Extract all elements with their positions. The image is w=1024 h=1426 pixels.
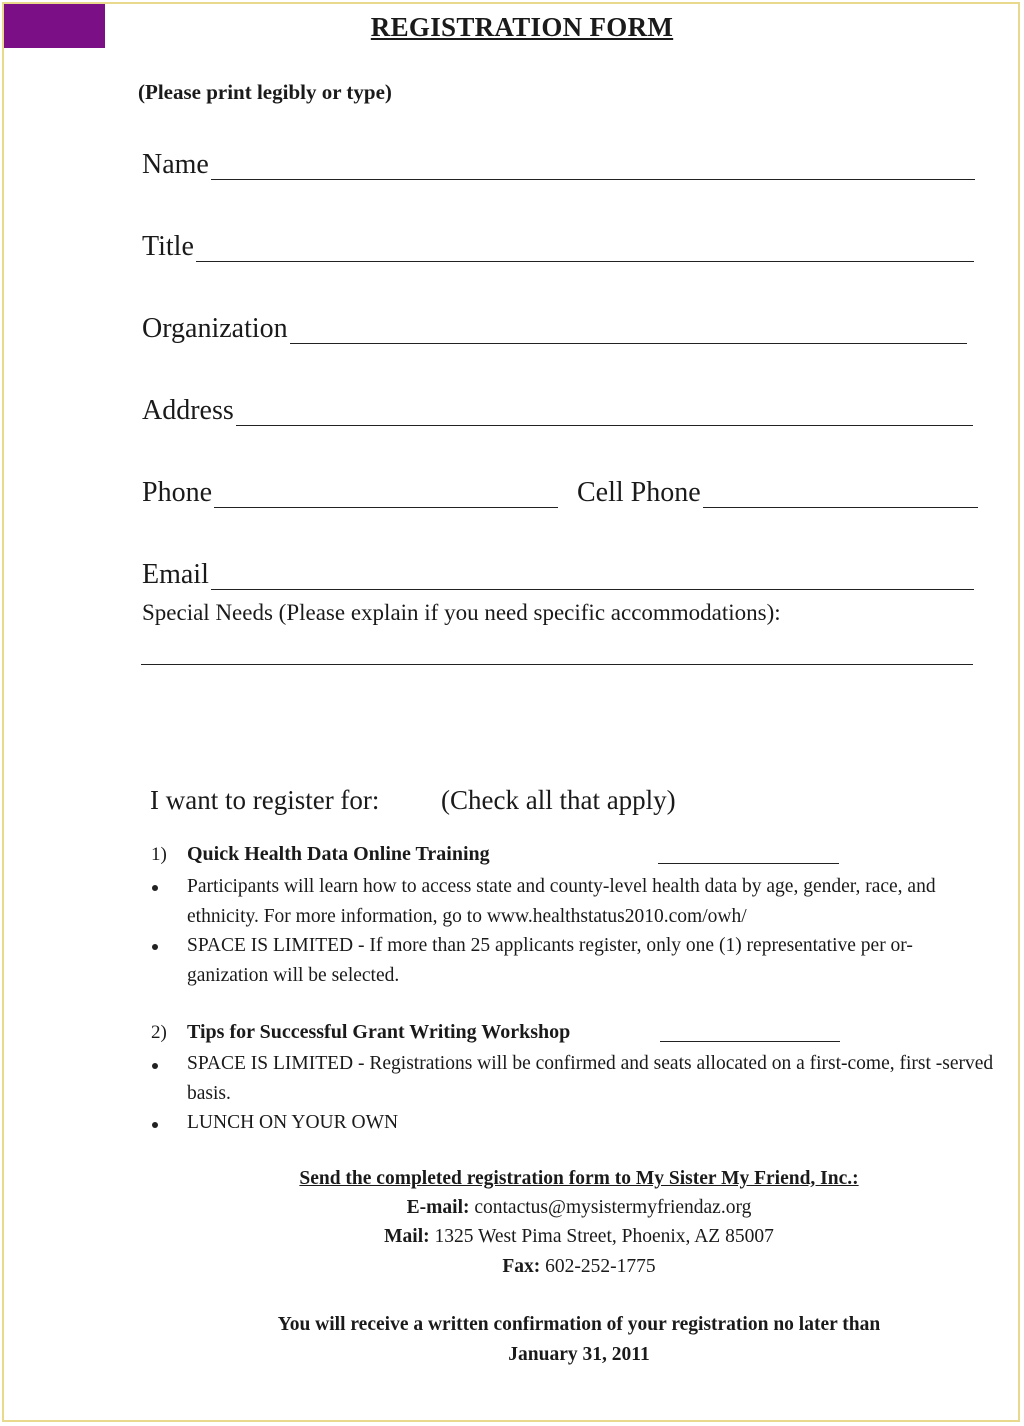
email-contact-value[interactable]: contactus@mysistermyfriendaz.org [474, 1197, 752, 1218]
check-all-instruction: (Check all that apply) [441, 785, 676, 815]
fax-contact [0, 1256, 1024, 1278]
bullet-icon [152, 944, 158, 950]
send-heading: Send the completed registration form to My Sister My Friend, Inc.: [299, 1168, 859, 1189]
mail-contact-value: 1325 West Pima Street, Phoenix, AZ 85007 [434, 1226, 774, 1247]
fax-contact-label: Fax: [502, 1256, 541, 1277]
item-1-bullet-2: SPACE IS LIMITED - If more than 25 applicants register, only one (1) representative per or-ganization will be selected. [187, 935, 913, 986]
email-line[interactable] [211, 565, 974, 590]
name-line[interactable] [211, 155, 975, 180]
cell-phone-line[interactable] [703, 483, 978, 508]
cell-phone-field[interactable] [577, 478, 978, 508]
phone-field[interactable] [142, 478, 558, 508]
item-1-checkbox-line[interactable] [658, 863, 839, 864]
special-needs-label: Special Needs (Please explain if you need specific accommodations): [142, 600, 781, 625]
item-2-bullet-2: LUNCH ON YOUR OWN [187, 1112, 399, 1133]
confirmation-line-2: January 31, 2011 [508, 1344, 650, 1365]
email-field[interactable] [142, 560, 974, 590]
item-2-checkbox-line[interactable] [660, 1041, 840, 1042]
organization-line[interactable] [290, 319, 967, 344]
organization-field[interactable] [142, 314, 967, 344]
item-2-number: 2) [151, 1022, 167, 1043]
item-2-bullet-1: SPACE IS LIMITED - Registrations will be confirmed and seats allocated on a first-come, first -served basis. [187, 1053, 994, 1104]
phone-label: Phone [142, 477, 212, 508]
cell-phone-label: Cell Phone [577, 477, 701, 508]
page-title: REGISTRATION FORM [370, 12, 674, 42]
name-field[interactable] [142, 150, 975, 180]
confirmation-line-1: You will receive a written confirmation of your registration no later than [277, 1314, 881, 1335]
name-label: Name [142, 149, 209, 180]
bullet-icon [152, 1063, 158, 1069]
title-label: Title [142, 231, 194, 262]
email-contact-label: E-mail: [406, 1197, 470, 1218]
address-line[interactable] [236, 401, 973, 426]
fax-contact-value: 602-252-1775 [545, 1256, 656, 1277]
bullet-icon [152, 885, 158, 891]
phone-line[interactable] [214, 483, 558, 508]
title-field[interactable] [142, 232, 974, 262]
item-1-bullet-1: Participants will learn how to access state and county-level health data by age, gender, race, and ethnicity. For more information, go to www.healthstatus2010.com/owh/ [187, 876, 936, 927]
title-line[interactable] [196, 237, 974, 262]
address-label: Address [142, 395, 234, 426]
email-label: Email [142, 559, 209, 590]
special-needs-line[interactable] [141, 664, 973, 665]
address-field[interactable] [142, 396, 973, 426]
bullet-icon [152, 1122, 158, 1128]
item-1-title: Quick Health Data Online Training [187, 843, 490, 865]
email-contact [0, 1197, 1024, 1219]
organization-label: Organization [142, 313, 288, 344]
mail-contact-label: Mail: [384, 1226, 430, 1247]
item-2-title: Tips for Successful Grant Writing Workshop [187, 1021, 571, 1043]
item-1-number: 1) [151, 844, 167, 865]
form-subtitle: (Please print legibly or type) [138, 80, 392, 104]
register-heading: I want to register for: [150, 785, 380, 815]
mail-contact [0, 1226, 1024, 1248]
